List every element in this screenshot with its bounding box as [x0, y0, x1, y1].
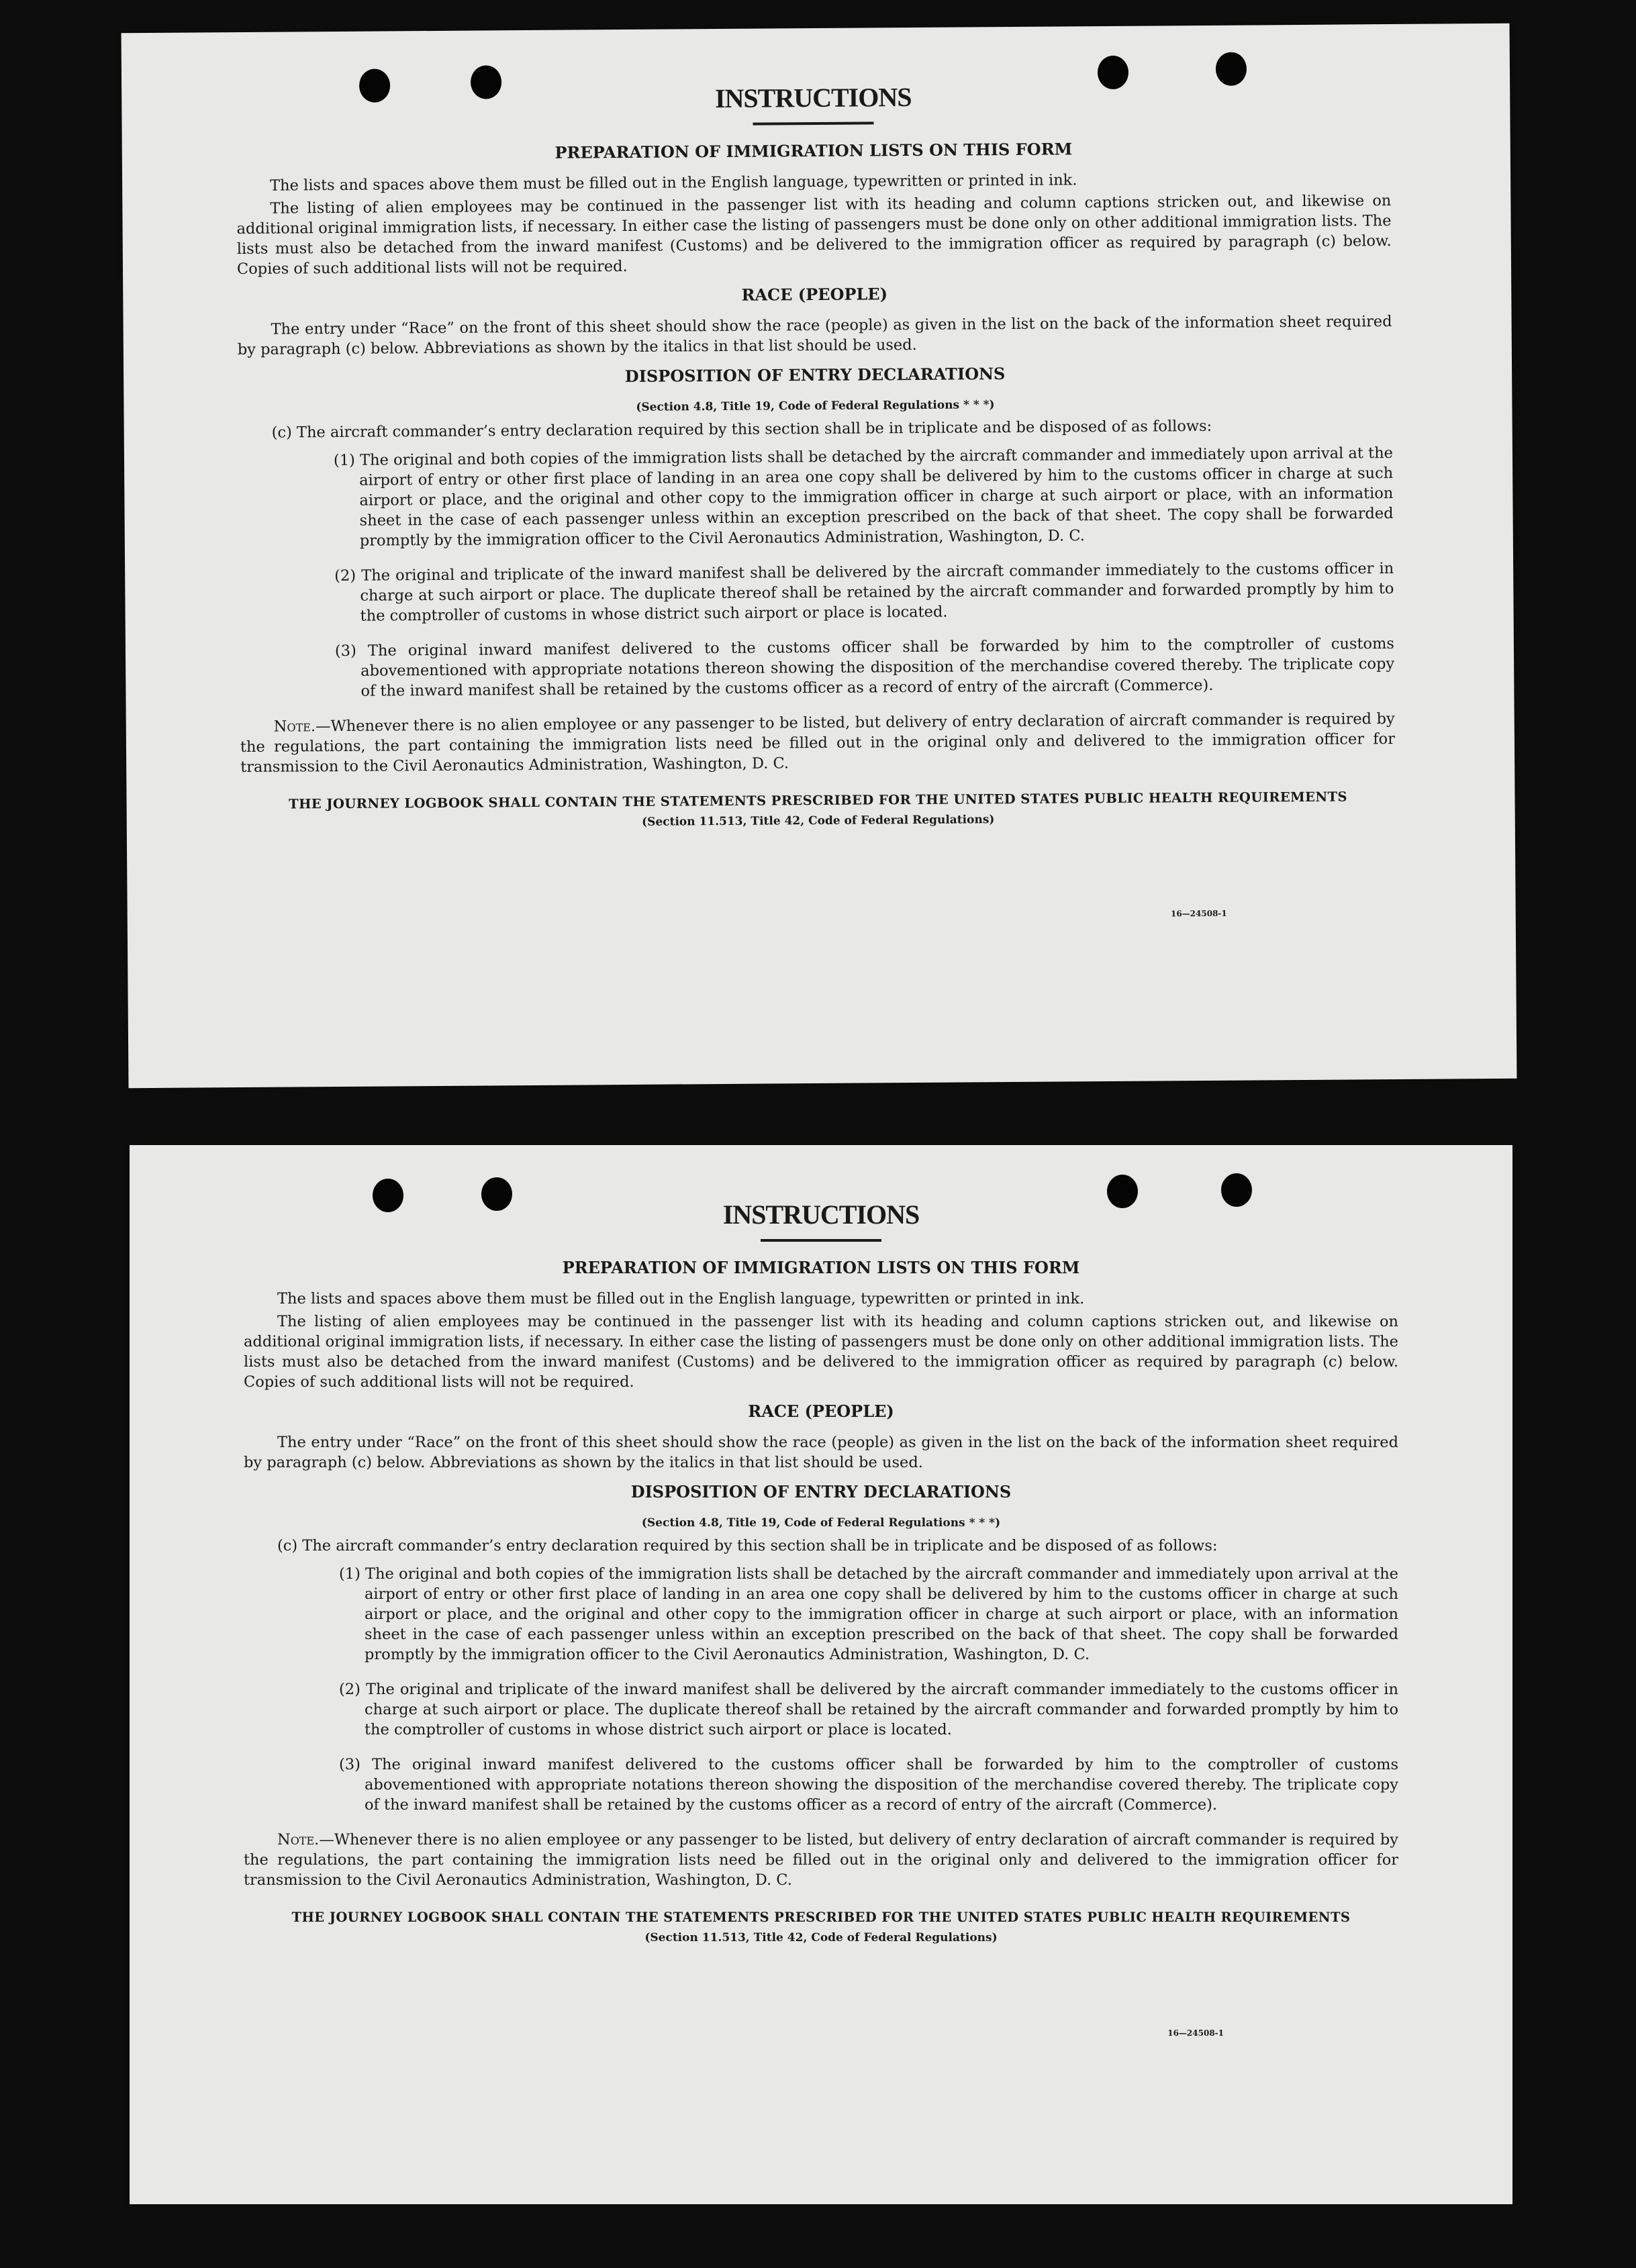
page-title: INSTRUCTIONS: [722, 1199, 920, 1230]
list-item: (1) The original and both copies of the immigration lists shall be detached by the aircraft commander and immediately upon arrival at the airport of entry or other first place of landing in an area one copy shall be delivered by him to the customs officer in charge at such airport or place, and the original and other copy to the immigration officer in charge at such airport or place, with an information sheet in the case of each passenger unless within an exception prescribed on the back of that sheet. The copy shall be forwarded promptly by the immigration officer to the Civil Aeronautics Administration, Washington, D. C.: [333, 444, 1394, 550]
section-heading: PREPARATION OF IMMIGRATION LISTS ON THIS FORM: [555, 139, 1073, 162]
section-heading: DISPOSITION OF ENTRY DECLARATIONS: [630, 1482, 1012, 1501]
list-item: (2) The original and triplicate of the inward manifest shall be delivered by the aircraft commander immediately to the customs officer in charge at such airport or place. The duplicate thereof shall be retained by the aircraft commander and forwarded promptly by him to the comptroller of customs in whose district such airport or place is located.: [334, 560, 1394, 625]
note: [244, 1830, 1398, 1890]
sheet-content: [244, 1199, 1398, 1948]
section-heading: DISPOSITION OF ENTRY DECLARATIONS: [624, 364, 1006, 387]
instruction-sheet-bottom: [130, 1145, 1512, 2204]
section-heading: RACE (PEOPLE): [741, 284, 888, 305]
sheet-content: [236, 78, 1396, 835]
logbook-requirement: THE JOURNEY LOGBOOK SHALL CONTAIN THE STATEMENTS PRESCRIBED FOR THE UNITED STATES PUBLIC HEALTH REQUIREMENTS: [291, 1910, 1351, 1925]
title-rule: [753, 121, 873, 125]
note-text: —Whenever there is no alien employee or any passenger to be listed, but delivery of entry declaration of aircraft commander is required by the regulations, the part containing the immigration lists need be filled out in the original only and delivered to the immigration officer for transmission to the Civil Aeronautics Administration, Washington, D. C.: [240, 710, 1396, 777]
section-heading: PREPARATION OF IMMIGRATION LISTS ON THIS FORM: [562, 1258, 1080, 1277]
paragraph: The entry under “Race” on the front of this sheet should show the race (people) as given in the list on the back of the information sheet required by paragraph (c) below. Abbreviations as shown by the italics in that list should be used.: [237, 313, 1392, 359]
title-rule: [761, 1239, 881, 1242]
list-item: (2) The original and triplicate of the inward manifest shall be delivered by the aircraft commander immediately to the customs officer in charge at such airport or place. The duplicate thereof shall be retained by the aircraft commander and forwarded promptly by him to the comptroller of customs in whose district such airport or place is located.: [339, 1681, 1398, 1738]
logbook-requirement: THE JOURNEY LOGBOOK SHALL CONTAIN THE STATEMENTS PRESCRIBED FOR THE UNITED STATES PUBLIC HEALTH REQUIREMENTS: [289, 789, 1348, 812]
clause: (c) The aircraft commander’s entry declaration required by this section shall be in triplicate and be disposed of as follows:: [271, 417, 1212, 442]
note: [240, 709, 1396, 777]
regulation-citation: (Section 4.8, Title 19, Code of Federal Regulations * * *): [641, 1516, 1001, 1530]
regulation-citation: (Section 4.8, Title 19, Code of Federal Regulations * * *): [636, 398, 995, 414]
note-text: —Whenever there is no alien employee or any passenger to be listed, but delivery of entry declaration of aircraft commander is required by the regulations, the part containing the immigration lists need be filled out in the original only and delivered to the immigration officer for transmission to the Civil Aeronautics Administration, Washington, D. C.: [244, 1831, 1398, 1889]
instruction-sheet-top: [122, 23, 1517, 1088]
note-label: Note.: [277, 1831, 320, 1848]
page-title: INSTRUCTIONS: [714, 82, 912, 114]
regulation-citation: (Section 11.513, Title 42, Code of Federal Regulations): [642, 813, 995, 829]
regulation-citation: (Section 11.513, Title 42, Code of Federal Regulations): [644, 1931, 998, 1944]
paragraph: The lists and spaces above them must be filled out in the English language, typewritten or printed in ink.: [270, 171, 1077, 195]
clause: (c) The aircraft commander’s entry declaration required by this section shall be in triplicate and be disposed of as follows:: [277, 1537, 1218, 1555]
form-number: 16—24508-1: [1170, 908, 1227, 919]
section-heading: RACE (PEOPLE): [748, 1401, 894, 1421]
list-item: (3) The original inward manifest delivered to the customs officer shall be forwarded by him to the comptroller of customs abovementioned with appropriate notations thereon showing the disposition of the merchandise covered thereby. The triplicate copy of the inward manifest shall be retained by the customs officer as a record of entry of the aircraft (Commerce).: [339, 1756, 1398, 1814]
paragraph: The entry under “Race” on the front of this sheet should show the race (people) as given in the list on the back of the information sheet required by paragraph (c) below. Abbreviations as shown by the italics in that list should be used.: [244, 1434, 1398, 1471]
paragraph: The lists and spaces above them must be filled out in the English language, typewritten or printed in ink.: [277, 1290, 1085, 1308]
paragraph: The listing of alien employees may be continued in the passenger list with its heading and column captions stricken out, and likewise on additional original immigration lists, if necessary. In either case the listing of passengers must be done only on other additional immigration lists. The lists must also be detached from the inward manifest (Customs) and be delivered to the immigration officer as required by paragraph (c) below. Copies of such additional lists will not be required.: [244, 1313, 1398, 1391]
list-item: (1) The original and both copies of the immigration lists shall be detached by the aircraft commander and immediately upon arrival at the airport of entry or other first place of landing in an area one copy shall be delivered by him to the customs officer in charge at such airport or place, and the original and other copy to the immigration officer in charge at such airport or place, with an information sheet in the case of each passenger unless within an exception prescribed on the back of that sheet. The copy shall be forwarded promptly by the immigration officer to the Civil Aeronautics Administration, Washington, D. C.: [339, 1565, 1398, 1663]
form-number: 16—24508-1: [1167, 2028, 1224, 2038]
list-item: (3) The original inward manifest delivered to the customs officer shall be forwarded by him to the comptroller of customs abovementioned with appropriate notations thereon showing the disposition of the merchandise covered thereby. The triplicate copy of the inward manifest shall be retained by the customs officer as a record of entry of the aircraft (Commerce).: [334, 635, 1395, 700]
paragraph: The listing of alien employees may be continued in the passenger list with its heading and column captions stricken out, and likewise on additional original immigration lists, if necessary. In either case the listing of passengers must be done only on other additional immigration lists. The lists must also be detached from the inward manifest (Customs) and be delivered to the immigration officer as required by paragraph (c) below. Copies of such additional lists will not be required.: [236, 192, 1392, 279]
note-label: Note.: [273, 718, 316, 736]
